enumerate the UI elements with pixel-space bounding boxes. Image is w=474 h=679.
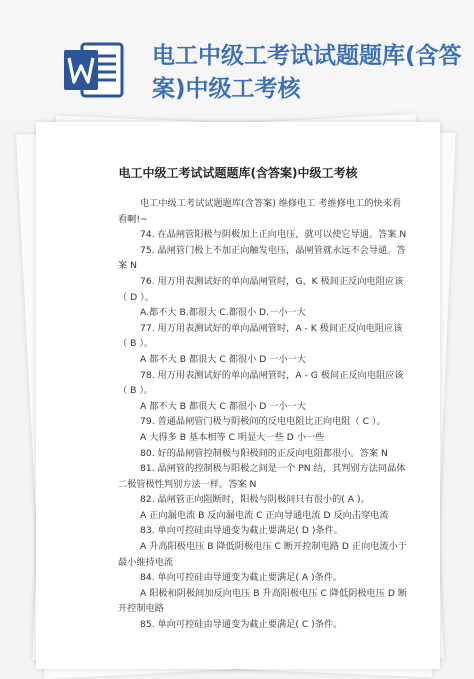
document-line: （ B ）。 [118, 338, 154, 350]
document-line: 75. 晶闸管门极上不加正向触发电压，晶闸管就永远不会导通。答 [140, 244, 406, 256]
document-line: 案 N [118, 260, 137, 272]
document-line: 82. 晶闸管正向阻断时，阳极与阴极间只有很小的( A )。 [140, 494, 370, 506]
page-title: 电工中级工考试试题题库(含答案)中级工考核 [152, 43, 462, 102]
document-line: 80. 好的晶闸管控制极与阳极间的正反向电阻都很小。答案 N [140, 447, 388, 459]
document-line: 开控制电路 [118, 603, 164, 615]
document-line: （ B ）。 [118, 385, 154, 397]
document-title: 电工中级工考试试题题库(含答案)中级工考核 [118, 166, 358, 180]
document-body [118, 196, 422, 633]
document-line: 78. 用万用表测试好的单向晶闸管时，A - G 极间正反向电阻应该 [140, 369, 404, 381]
document-line: 77. 用万用表测试好的单向晶闸管时，A - K 极间正反向电阻应该 [140, 322, 403, 334]
document-line: 85. 单向可控硅由导通变为截止要满足( C )条件。 [140, 619, 343, 631]
document-line: 83. 单向可控硅由导通变为截止要满足( D )条件。 [140, 525, 343, 537]
document-line: A 都不大 B 都很大 C 都很小 D 一小一大 [140, 353, 306, 365]
document-line: 81. 晶闸管的控制极与阳极之间是一个 PN 结，其判别方法同晶体 [140, 463, 406, 475]
document-line: A 都不大 B 都很大 C 都很小 D 一小一大 [140, 400, 306, 412]
document-page [36, 122, 440, 669]
document-line: 84. 单向可控硅由导通变为截止要满足( A )条件。 [140, 572, 343, 584]
header [0, 0, 474, 120]
word-icon [62, 38, 126, 102]
document-line: 二极管极性判别方法一样。答案 N [118, 478, 257, 490]
document-line: A 正向漏电流 B 反向漏电流 C 正向导通电流 D 反向击穿电流 [140, 509, 389, 521]
document-line: 电工中级工考试试题题库(含答案) 维修电工 考维修电工的快来看 [140, 198, 402, 209]
document-line: A 阳极和阴极间加反向电压 B 升高阳极电压 C 降低阴极电压 D 断 [140, 587, 408, 599]
document-line: 76. 用万用表测试好的单向晶闸管时，G、K 极间正反向电阻应该 [140, 275, 404, 287]
document-line: 看啊!~ [118, 213, 148, 225]
document-line: 最小维持电流 [118, 556, 174, 568]
document-line: （ D ）。 [118, 291, 154, 303]
document-line: 74. 在晶闸管阳极与阴极加上正向电压，就可以使它导通。答案 N [140, 229, 407, 241]
document-line: A 升高阳极电压 B 降低阴极电压 C 断开控制电路 D 正向电流小于 [140, 541, 408, 553]
document-line: A.都不大 B.都很大 C.都很小 D.一小一大 [140, 307, 306, 319]
document-line: A 大得多 B 基本相等 C 明显大一些 D 小一些 [140, 431, 325, 443]
document-line: 79. 普通晶闸管门极与阴极间的反电电阻比正向电阻（ C ）。 [140, 416, 386, 428]
